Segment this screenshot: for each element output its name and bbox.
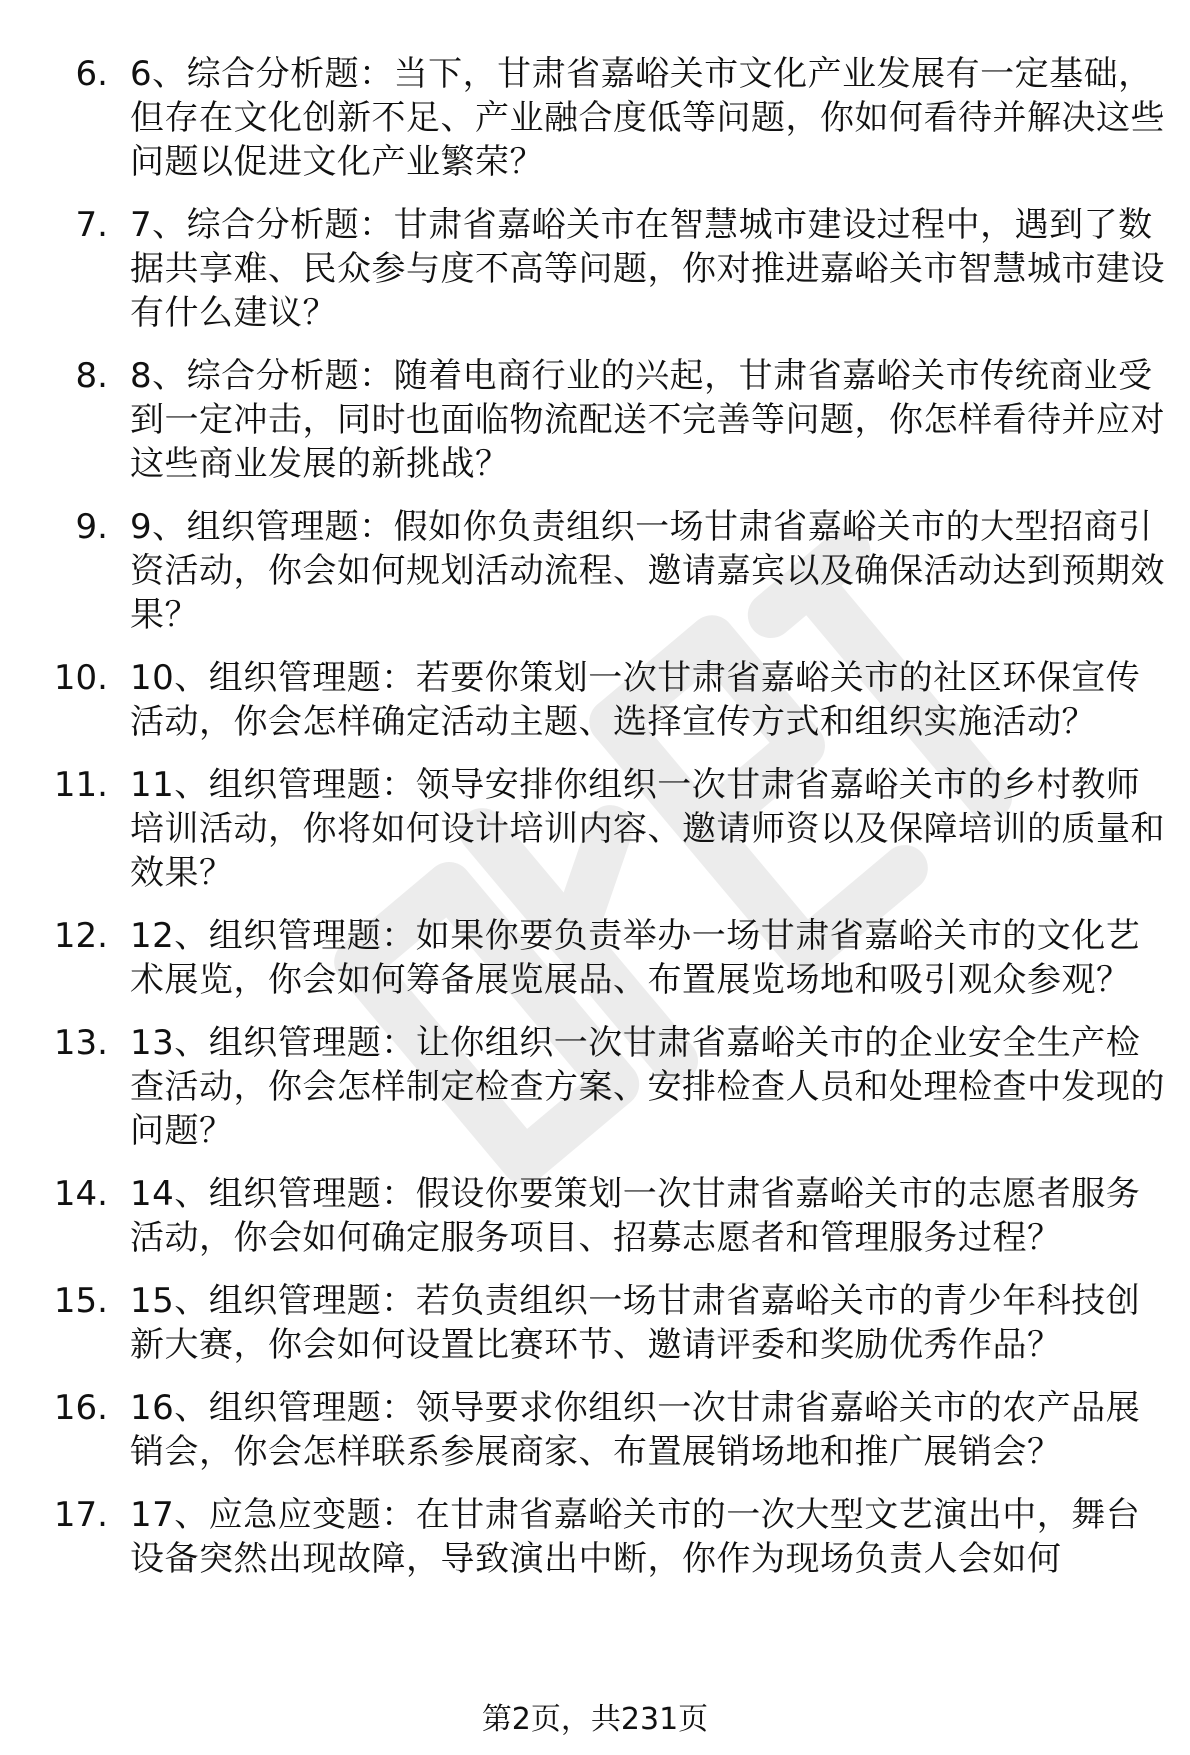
question-number: 8.: [75, 356, 108, 396]
question-number: 11.: [53, 765, 108, 805]
question-number: 12.: [53, 916, 108, 956]
question-text: 11、组织管理题：领导安排你组织一次甘肃省嘉峪关市的乡村教师培训活动，你将如何设计培训内容、邀请师资以及保障培训的质量和效果？: [130, 765, 1165, 893]
question-item-16: [0, 1386, 1190, 1474]
question-text: 15、组织管理题：若负责组织一场甘肃省嘉峪关市的青少年科技创新大赛，你会如何设置比赛环节、邀请评委和奖励优秀作品？: [130, 1281, 1141, 1365]
question-item-14: [0, 1172, 1190, 1260]
question-text: 12、组织管理题：如果你要负责举办一场甘肃省嘉峪关市的文化艺术展览，你会如何筹备展览展品、布置展览场地和吸引观众参观？: [130, 916, 1141, 1000]
question-item-13: [0, 1021, 1190, 1153]
page-footer: 第2页，共231页: [481, 1702, 709, 1737]
question-text: 14、组织管理题：假设你要策划一次甘肃省嘉峪关市的志愿者服务活动，你会如何确定服务项目、招募志愿者和管理服务过程？: [130, 1174, 1141, 1258]
question-text: 7、综合分析题：甘肃省嘉峪关市在智慧城市建设过程中，遇到了数据共享难、民众参与度不高等问题，你对推进嘉峪关市智慧城市建设有什么建议？: [130, 205, 1165, 333]
question-item-11: [0, 763, 1190, 895]
question-list: [0, 52, 1190, 1600]
question-item-7: [0, 203, 1190, 335]
question-number: 9.: [75, 507, 108, 547]
question-item-10: [0, 656, 1190, 744]
question-text: 13、组织管理题：让你组织一次甘肃省嘉峪关市的企业安全生产检查活动，你会怎样制定检查方案、安排检查人员和处理检查中发现的问题？: [130, 1023, 1165, 1151]
question-number: 6.: [75, 54, 108, 94]
question-text: 6、综合分析题：当下，甘肃省嘉峪关市文化产业发展有一定基础，但存在文化创新不足、产业融合度低等问题，你如何看待并解决这些问题以促进文化产业繁荣？: [130, 54, 1165, 182]
question-number: 13.: [53, 1023, 108, 1063]
question-number: 14.: [53, 1174, 108, 1214]
question-item-8: [0, 354, 1190, 486]
question-item-15: [0, 1279, 1190, 1367]
question-number: 10.: [53, 658, 108, 698]
question-text: 16、组织管理题：领导要求你组织一次甘肃省嘉峪关市的农产品展销会，你会怎样联系参展商家、布置展销场地和推广展销会？: [130, 1388, 1141, 1472]
question-item-12: [0, 914, 1190, 1002]
question-number: 15.: [53, 1281, 108, 1321]
question-number: 17.: [53, 1495, 108, 1535]
question-number: 16.: [53, 1388, 108, 1428]
question-text: 9、组织管理题：假如你负责组织一场甘肃省嘉峪关市的大型招商引资活动，你会如何规划活动流程、邀请嘉宾以及确保活动达到预期效果？: [130, 507, 1165, 635]
question-text: 8、综合分析题：随着电商行业的兴起，甘肃省嘉峪关市传统商业受到一定冲击，同时也面临物流配送不完善等问题，你怎样看待并应对这些商业发展的新挑战？: [130, 356, 1165, 484]
question-text: 10、组织管理题：若要你策划一次甘肃省嘉峪关市的社区环保宣传活动，你会怎样确定活动主题、选择宣传方式和组织实施活动？: [130, 658, 1141, 742]
question-text: 17、应急应变题：在甘肃省嘉峪关市的一次大型文艺演出中，舞台设备突然出现故障，导致演出中断，你作为现场负责人会如何: [130, 1495, 1141, 1579]
question-number: 7.: [75, 205, 108, 245]
question-item-17: [0, 1493, 1190, 1581]
question-item-9: [0, 505, 1190, 637]
question-item-6: [0, 52, 1190, 184]
